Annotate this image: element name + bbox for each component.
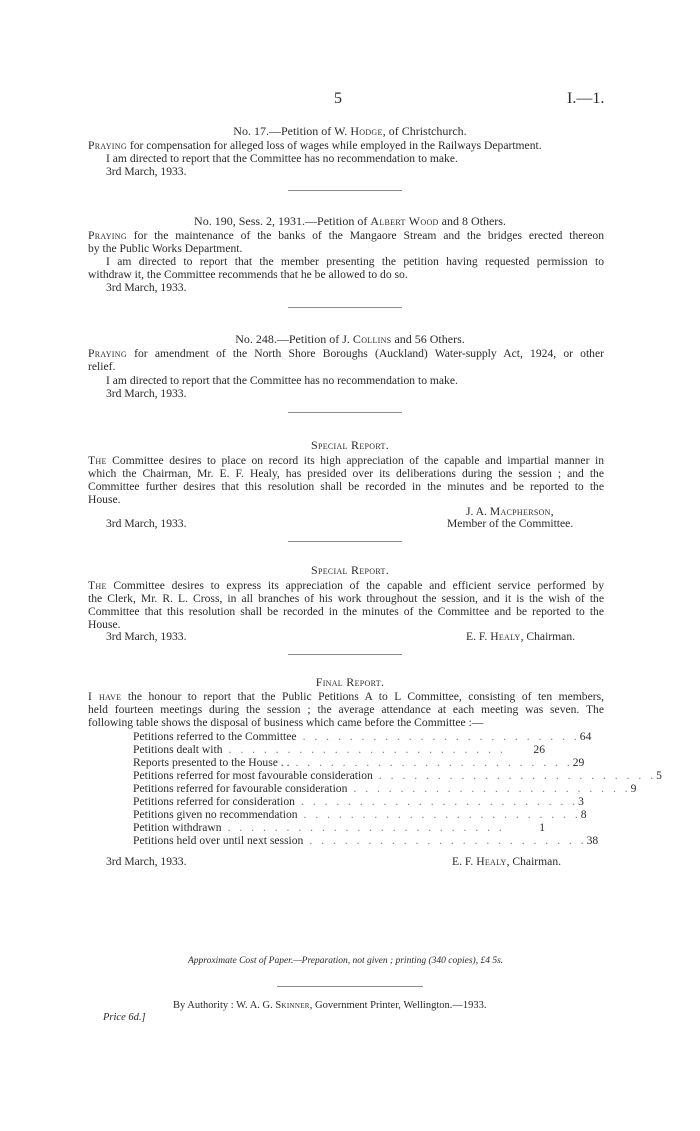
document-code: I.—1. bbox=[567, 90, 605, 107]
row-value: 29 bbox=[572, 756, 585, 769]
footer-divider bbox=[277, 986, 423, 987]
final-report-title: Final Report. bbox=[315, 675, 385, 689]
petition-190-date: 3rd March, 1933. bbox=[106, 281, 187, 294]
row-label: Reports presented to the House . . bbox=[133, 756, 290, 769]
table-row: Reports presented to the House . . . . . . . . . . . . . . . . . . . . . . . . . . 29 bbox=[133, 756, 585, 769]
row-value: 26 bbox=[533, 743, 545, 756]
row-value: 1 bbox=[539, 821, 545, 834]
table-row: Petitions dealt with . . . . . . . . . . . . . . . . . . . . . . . . 26 bbox=[133, 743, 545, 756]
petition-248-heading: No. 248.—Petition of J. Collins and 56 Others. bbox=[235, 332, 465, 346]
petition-17-heading: No. 17.—Petition of W. Hodge, of Christchurch. bbox=[233, 124, 467, 138]
special-report-1-line1: The Committee desires to place on record its high appreciation of the capable and impartial manner in bbox=[88, 454, 604, 467]
section-divider bbox=[288, 541, 402, 542]
special-report-1-date: 3rd March, 1933. bbox=[106, 517, 187, 530]
row-value: 5 bbox=[656, 769, 662, 782]
table-row: Petitions referred for favourable consideration . . . . . . . . . . . . . . . . . . . . . . . . 9 bbox=[133, 782, 637, 795]
row-value: 8 bbox=[580, 808, 587, 821]
petition-190-heading: No. 190, Sess. 2, 1931.—Petition of Albert Wood and 8 Others. bbox=[194, 214, 506, 228]
special-report-1-line4: House. bbox=[88, 493, 121, 506]
special-report-1-line3: Committee further desires that this resolution shall be recorded in the minutes and be reported to the bbox=[88, 480, 604, 493]
table-row: Petitions given no recommendation . . . . . . . . . . . . . . . . . . . . . . . . 8 bbox=[133, 808, 587, 821]
row-label: Petitions referred for most favourable consideration bbox=[133, 769, 373, 782]
special-report-2-signatory: E. F. Healy, Chairman. bbox=[466, 630, 576, 643]
petition-248-body: I am directed to report that the Committee has no recommendation to make. bbox=[106, 374, 458, 387]
section-divider bbox=[288, 190, 402, 191]
row-label: Petitions referred for consideration bbox=[133, 795, 295, 808]
petition-190-praying-line2: by the Public Works Department. bbox=[88, 242, 243, 255]
final-report-line3: following table shows the disposal of business which came before the Committee :— bbox=[88, 716, 484, 729]
row-value: 38 bbox=[586, 834, 599, 847]
row-label: Petitions referred for favourable consideration bbox=[133, 782, 348, 795]
final-report-line1: I have the honour to report that the Public Petitions A to L Committee, consisting of ten members, bbox=[88, 690, 605, 703]
row-value: 64 bbox=[579, 730, 592, 743]
row-label: Petitions given no recommendation bbox=[133, 808, 298, 821]
special-report-1-line2: which the Chairman, Mr. E. F. Healy, has presided over its deliberations during the session ; and the bbox=[88, 467, 604, 480]
row-label: Petitions held over until next session bbox=[133, 834, 304, 847]
row-label: Petitions dealt with bbox=[133, 743, 223, 756]
section-divider bbox=[288, 412, 402, 413]
petition-17-date: 3rd March, 1933. bbox=[106, 165, 187, 178]
special-report-2-line4: House. bbox=[88, 618, 121, 631]
page-number: 5 bbox=[334, 90, 342, 107]
final-report-date: 3rd March, 1933. bbox=[106, 855, 187, 868]
cost-note: Approximate Cost of Paper.—Preparation, not given ; printing (340 copies), £4 5s. bbox=[188, 956, 504, 966]
petition-190-body-line1: I am directed to report that the member presenting the petition having requested permission to bbox=[106, 255, 604, 268]
final-report-signatory: E. F. Healy, Chairman. bbox=[452, 855, 562, 868]
petition-248-praying-line1: Praying for amendment of the North Shore Boroughs (Auckland) Water-supply Act, 1924, or other bbox=[88, 347, 604, 360]
row-label: Petition withdrawn bbox=[133, 821, 222, 834]
petition-17-praying: Praying for compensation for alleged loss of wages while employed in the Railways Department. bbox=[88, 139, 542, 152]
special-report-2-line1: The Committee desires to express its appreciation of the capable and efficient service performed by bbox=[88, 579, 604, 592]
row-label: Petitions referred to the Committee bbox=[133, 730, 297, 743]
section-divider bbox=[288, 307, 402, 308]
special-report-1-title: Special Report. bbox=[310, 438, 390, 452]
table-row: Petitions referred for most favourable consideration . . . . . . . . . . . . . . . . . . . . . . . . 5 bbox=[133, 769, 662, 782]
special-report-1-signatory: J. A. Macpherson, bbox=[466, 505, 554, 518]
petition-248-date: 3rd March, 1933. bbox=[106, 387, 187, 400]
special-report-2-line3: Committee that this resolution shall be recorded in the minutes of the Committee and be reported to the bbox=[88, 605, 604, 618]
petition-17-body: I am directed to report that the Committee has no recommendation to make. bbox=[106, 152, 458, 165]
table-row: Petitions referred for consideration . . . . . . . . . . . . . . . . . . . . . . . . 3 bbox=[133, 795, 584, 808]
special-report-2-date: 3rd March, 1933. bbox=[106, 630, 187, 643]
petition-248-praying-line2: relief. bbox=[88, 360, 116, 373]
row-value: 9 bbox=[630, 782, 637, 795]
table-row: Petitions referred to the Committee . . . . . . . . . . . . . . . . . . . . . . . . 64 bbox=[133, 730, 592, 743]
row-value: 3 bbox=[578, 795, 584, 808]
special-report-2-line2: the Clerk, Mr. R. L. Cross, in all branches of his work throughout the session, and it is the wish of the bbox=[88, 592, 604, 605]
petition-190-body-line2: withdraw it, the Committee recommends that he be allowed to do so. bbox=[88, 268, 408, 281]
printer-authority: By Authority : W. A. G. Skinner, Government Printer, Wellington.—1933. bbox=[173, 1000, 487, 1011]
special-report-1-signatory-role: Member of the Committee. bbox=[447, 517, 574, 530]
final-report-line2: held fourteen meetings during the session ; the average attendance at each meeting was seven. The bbox=[88, 703, 604, 716]
price: Price 6d.] bbox=[103, 1012, 146, 1023]
table-row: Petitions held over until next session . . . . . . . . . . . . . . . . . . . . . . . . 38 bbox=[133, 834, 599, 847]
section-divider bbox=[288, 654, 402, 655]
table-row: Petition withdrawn . . . . . . . . . . . . . . . . . . . . . . . . 1 bbox=[133, 821, 545, 834]
petition-190-praying-line1: Praying for the maintenance of the banks of the Mangaore Stream and the bridges erected thereon bbox=[88, 229, 604, 242]
special-report-2-title: Special Report. bbox=[310, 563, 390, 577]
